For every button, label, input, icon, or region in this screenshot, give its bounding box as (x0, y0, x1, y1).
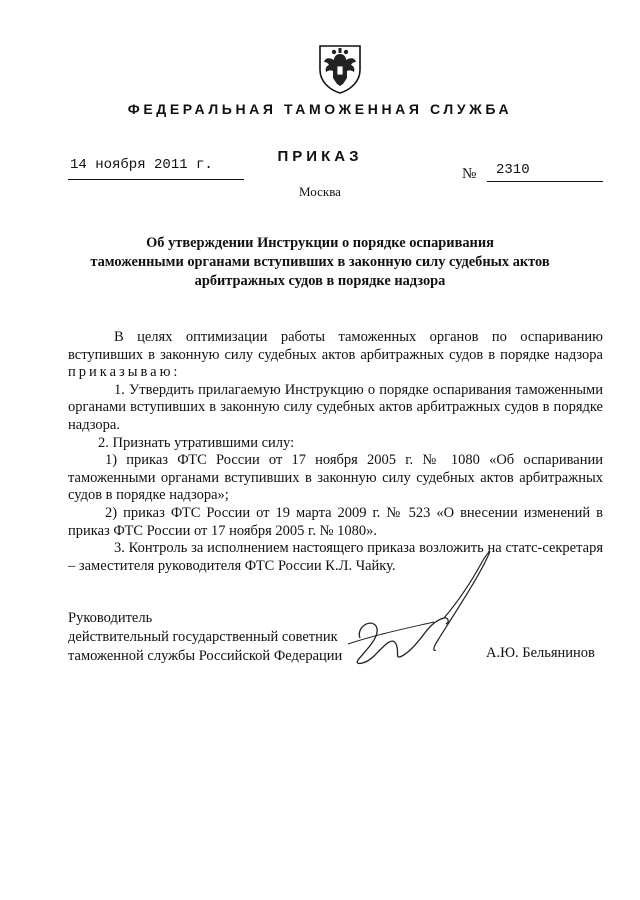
number-underline (487, 181, 603, 182)
order-date: 14 ноября 2011 г. (70, 157, 213, 173)
title-line: арбитражных судов в порядке надзора (194, 273, 446, 289)
handwritten-signature-icon (338, 548, 518, 678)
item-2-1: 1) приказ ФТС России от 17 ноября 2005 г. № 1080 «Об оспаривании таможенными органами вступивших в законную силу судебных актов арбитражных судов в порядке надзора»; (68, 452, 603, 504)
decree-word: приказываю: (68, 364, 181, 381)
item-3: 3. Контроль за исполнением настоящего приказа возложить на статс-секретаря – заместителя руководителя ФТС России К.Л. Чайку. (68, 540, 603, 574)
document-body (68, 329, 603, 575)
title-line: Об утверждении Инструкции о порядке оспаривания (146, 235, 494, 251)
city: Москва (299, 184, 341, 199)
russian-coat-of-arms-icon (317, 40, 363, 94)
document-type: ПРИКАЗ (277, 148, 363, 165)
agency-name: ФЕДЕРАЛЬНАЯ ТАМОЖЕННАЯ СЛУЖБА (127, 101, 513, 117)
position-line: действительный государственный советник (68, 629, 338, 645)
title-line: таможенными органами вступивших в законную силу судебных актов (90, 254, 550, 270)
item-1: 1. Утвердить прилагаемую Инструкцию о порядке оспаривания таможенными органами вступивших в законную силу судебных актов арбитражных судов в порядке надзора. (68, 381, 603, 433)
intro-paragraph (68, 329, 603, 382)
signatory-name: А.Ю. Бельянинов (486, 645, 595, 661)
position-line: Руководитель (68, 610, 153, 626)
position-line: таможенной службы Российской Федерации (68, 648, 343, 664)
order-number: 2310 (496, 162, 530, 178)
item-2-2: 2) приказ ФТС России от 19 марта 2009 г. № 523 «О внесении изменений в приказ ФТС России от 17 ноября 2005 г. № 1080». (68, 504, 603, 539)
date-underline (68, 179, 244, 180)
signatory-position (68, 609, 342, 666)
item-2: 2. Признать утратившими силу: (98, 434, 295, 451)
order-number-label: № (462, 166, 477, 182)
intro-text: В целях оптимизации работы таможенных органов по оспариванию вступивших в законную силу судебных актов арбитражных судов в порядке надзора (68, 329, 603, 363)
document-title (60, 234, 580, 291)
